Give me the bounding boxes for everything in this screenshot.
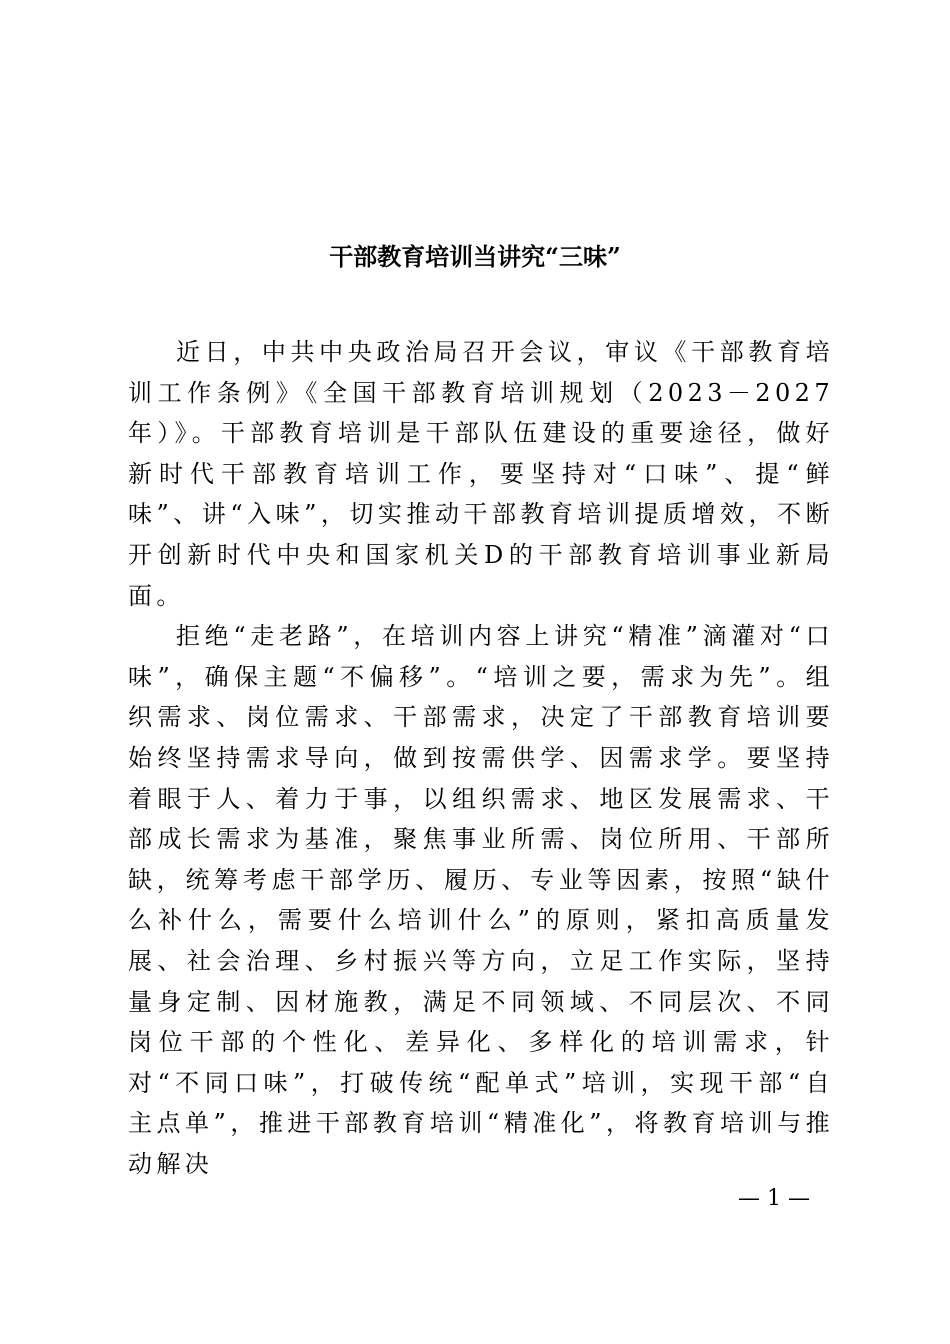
page-number: — 1 — bbox=[738, 1186, 810, 1211]
page-title: 干部教育培训当讲究“三味” bbox=[329, 242, 621, 271]
paragraph-2: 拒绝“走老路”，在培训内容上讲究“精准”滴灌对“口味”，确保主题“不偏移”。“培训之要，需求为先”。组织需求、岗位需求、干部需求，决定了干部教育培训要始终坚持需求导向，做到按需供学、因需求学。要坚持着眼于人、着力于事，以组织需求、地区发展需求、干部成长需求为基准，聚焦事业所需、岗位所用、干部所缺，统筹考虑干部学历、履历、专业等因素，按照“缺什么补什么，需要什么培训什么”的原则，紧扣高质量发展、社会治理、乡村振兴等方向，立足工作实际，坚持量身定制、因材施教，满足不同领域、不同层次、不同岗位干部的个性化、差异化、多样化的培训需求，针对“不同口味”，打破传统“配单式”培训，实现干部“自主点单”，推进干部教育培训“精准化”，将教育培训与推动解决 bbox=[128, 622, 834, 1178]
document-body bbox=[128, 332, 834, 1184]
paragraph-1: 近日，中共中央政治局召开会议，审议《干部教育培训工作条例》《全国干部教育培训规划（2023－2027年）》。干部教育培训是干部队伍建设的重要途径，做好新时代干部教育培训工作，要坚持对“口味”、提“鲜味”、讲“入味”，切实推动干部教育培训提质增效，不断开创新时代中央和国家机关D的干部教育培训事业新局面。 bbox=[128, 338, 834, 610]
